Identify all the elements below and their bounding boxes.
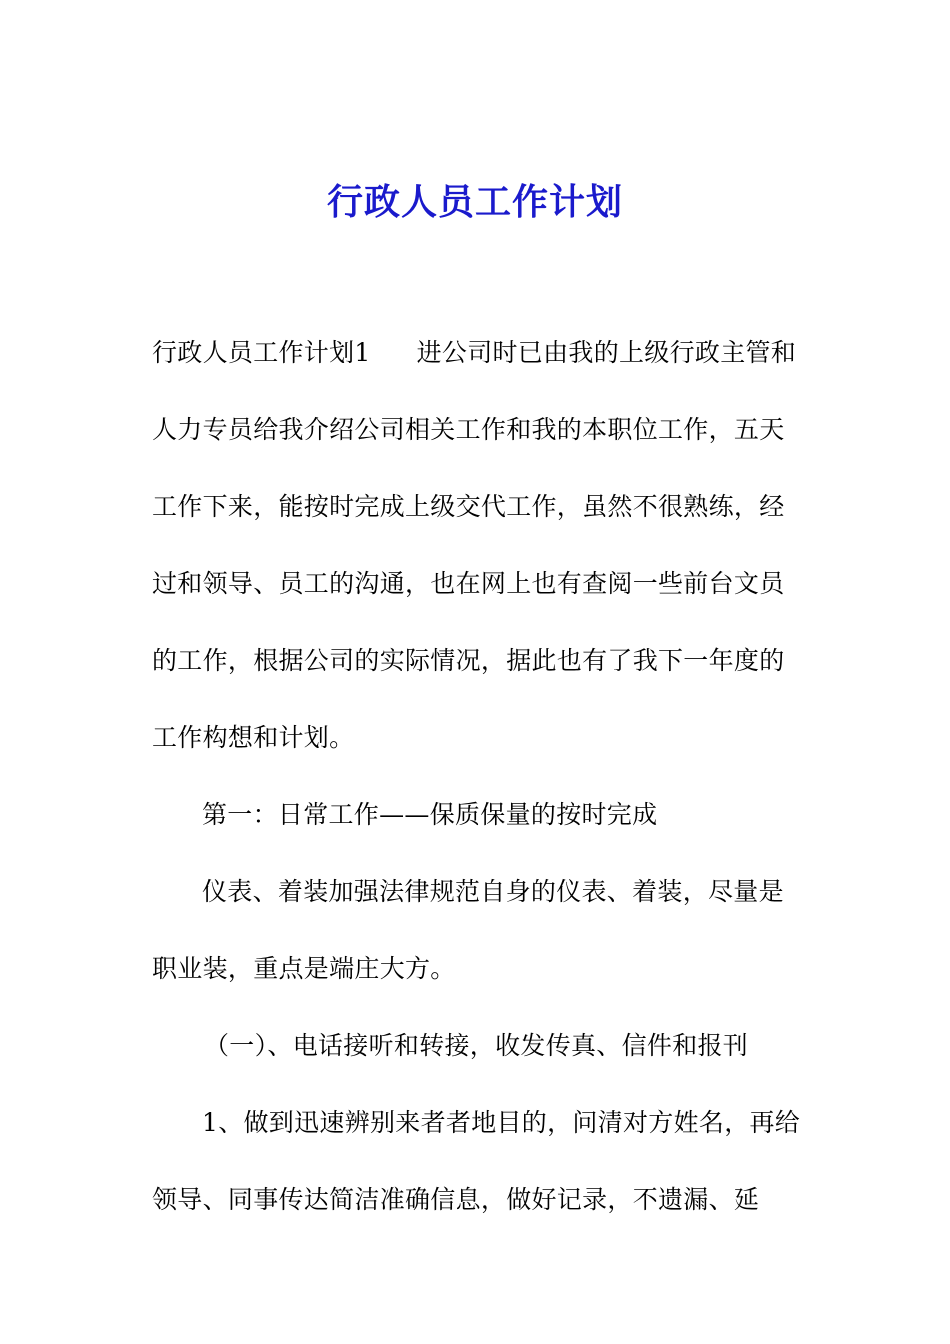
document-body xyxy=(152,327,812,1251)
paragraph-line: 职业装，重点是端庄大方。 xyxy=(152,954,456,983)
document-title: 行政人员工作计划 xyxy=(326,181,623,223)
paragraph-line: 过和领导、员工的沟通，也在网上也有查阅一些前台文员 xyxy=(152,569,785,598)
paragraph-line: 领导、同事传达简洁准确信息，做好记录，不遗漏、延 xyxy=(152,1185,760,1214)
paragraph-line: 仪表、着装加强法律规范自身的仪表、着装，尽量是 xyxy=(202,877,784,906)
paragraph-line: 1、做到迅速辨别来者者地目的，问清对方姓名，再给 xyxy=(202,1108,801,1137)
paragraph-line xyxy=(152,327,812,379)
paragraph-line: 工作构想和计划。 xyxy=(152,723,355,752)
paragraph-line: 工作下来，能按时完成上级交代工作，虽然不很熟练，经 xyxy=(152,492,785,521)
paragraph-text: 进公司时已由我的上级行政主管和 xyxy=(416,338,797,367)
paragraph-heading: 行政人员工作计划1 xyxy=(152,338,371,367)
subsection-heading: （一）、电话接听和转接，收发传真、信件和报刊 xyxy=(204,1031,749,1060)
paragraph-line: 人力专员给我介绍公司相关工作和我的本职位工作，五天 xyxy=(152,415,785,444)
paragraph-line: 的工作，根据公司的实际情况，据此也有了我下一年度的 xyxy=(152,646,785,675)
section-heading: 第一：日常工作——保质保量的按时完成 xyxy=(202,800,658,829)
